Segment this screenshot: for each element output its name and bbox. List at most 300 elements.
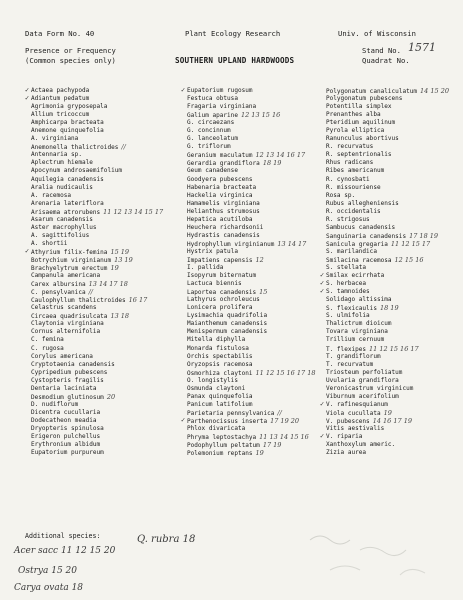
species-row — [326, 312, 449, 320]
species-row — [326, 176, 449, 184]
species-row — [31, 272, 163, 280]
species-name: A. shortii — [31, 239, 68, 247]
species-row — [31, 127, 163, 135]
species-row — [187, 264, 316, 272]
species-name: S. ulmifolia — [326, 312, 370, 320]
species-name: Cystopteris fragilis — [31, 376, 104, 384]
species-name: Athyrium filix-femina — [31, 248, 108, 256]
species-name: Hystrix patula — [187, 247, 238, 255]
species-name: A. sagittifolius — [31, 231, 90, 239]
species-row — [31, 449, 163, 457]
species-row — [31, 208, 163, 216]
species-name: Panax quinquefolia — [187, 392, 253, 400]
checkmark-icon: ✓ — [320, 432, 325, 441]
species-row — [187, 184, 316, 192]
species-name: Adiantum pedatum — [31, 95, 90, 103]
species-row — [326, 385, 449, 393]
species-name: Hackelia virginica — [187, 191, 253, 199]
species-row — [326, 336, 449, 344]
quadrat-label: Quadrat No. — [362, 56, 410, 65]
handwritten-note: 11 12 15 16 17 — [369, 344, 419, 353]
species-row — [326, 328, 449, 336]
species-row — [31, 328, 163, 336]
handwritten-note: // — [88, 288, 93, 297]
species-row — [187, 103, 316, 111]
species-name: V. riparia — [326, 433, 363, 441]
species-name: Polygonatum canaliculatum — [326, 88, 418, 95]
species-row — [326, 143, 449, 151]
species-row — [187, 232, 316, 240]
species-row — [187, 441, 316, 449]
species-name: Lactuca biennis — [187, 280, 242, 288]
species-name: G. triflorum — [187, 143, 231, 151]
species-name: Gerardia grandiflora — [187, 160, 260, 168]
species-row — [320, 271, 449, 280]
checkmark-icon: ✓ — [181, 86, 186, 94]
species-name: S. stellata — [326, 264, 367, 272]
species-row — [326, 425, 449, 433]
species-row — [326, 192, 449, 200]
species-name: Hepatica acutiloba — [187, 215, 253, 223]
species-name: Agrimonia gryposepala — [31, 103, 108, 111]
species-name: Impatiens capensis — [187, 256, 253, 264]
species-name: S. tamnoides — [326, 288, 370, 296]
species-name: Cypripedium pubescens — [31, 368, 108, 376]
species-row — [187, 176, 316, 184]
species-row — [31, 192, 163, 200]
species-name: T. flexipes — [326, 345, 367, 353]
species-name: Circaea quadrisulcata — [31, 313, 108, 321]
species-name: R. strigosus — [326, 215, 370, 223]
handwritten-note: 11 12 15 16 17 18 — [255, 368, 316, 377]
species-row — [320, 279, 449, 288]
species-name: Sanicula gregaria — [326, 240, 388, 248]
species-row — [31, 143, 163, 151]
species-row — [31, 361, 163, 369]
species-row — [31, 264, 163, 272]
species-row — [31, 336, 163, 344]
species-row — [31, 184, 163, 192]
species-row — [326, 119, 449, 127]
species-row — [31, 353, 163, 361]
species-row — [31, 425, 163, 433]
species-name: Heuchera richardsonii — [187, 223, 264, 231]
handwritten-note: 19 — [255, 449, 264, 458]
species-name: Arenaria lateriflora — [31, 199, 104, 207]
species-name: C. femina — [31, 336, 64, 344]
species-name: Dentaria laciniata — [31, 384, 97, 392]
species-name: O. longistylis — [187, 376, 238, 384]
species-name: Smilacina racemosa — [326, 256, 392, 264]
species-row — [326, 184, 449, 192]
species-name: R. cynosbati — [326, 175, 370, 183]
species-row — [326, 248, 449, 256]
species-name: D. nudiflorum — [31, 400, 79, 408]
handwritten-note: 15 — [259, 288, 268, 297]
species-name: Veronicastrum virginicum — [326, 384, 414, 392]
species-row — [326, 167, 449, 175]
species-name: Orchis spectabilis — [187, 352, 253, 360]
species-name: Polygonatum pubescens — [326, 95, 403, 103]
species-row — [31, 176, 163, 184]
species-row — [31, 401, 163, 409]
species-name: Aquilegia canadensis — [31, 175, 104, 183]
species-name: Zizia aurea — [326, 449, 367, 457]
species-row — [326, 353, 449, 361]
species-name: R. occidentalis — [326, 207, 381, 215]
species-row — [326, 449, 449, 457]
species-name: Oryzopsis racemosa — [187, 360, 253, 368]
species-row — [187, 248, 316, 256]
species-row — [326, 393, 449, 401]
species-name: Eupatorium rugosum — [187, 87, 253, 94]
checkmark-icon: ✓ — [320, 279, 325, 288]
species-row — [31, 320, 163, 328]
species-name: A. racemosa — [31, 191, 72, 199]
species-name: Fragaria virginiana — [187, 103, 257, 111]
species-row — [25, 94, 163, 103]
species-row — [31, 304, 163, 312]
species-row — [31, 393, 163, 401]
species-name: Maianthemum canadensis — [187, 320, 268, 328]
handwritten-note: 14 16 17 19 — [372, 416, 412, 425]
species-row — [187, 200, 316, 208]
species-row — [187, 401, 316, 409]
species-name: Erythronium albidum — [31, 441, 101, 449]
species-row — [326, 361, 449, 369]
species-row — [326, 296, 449, 304]
species-name: Amphicarpa bracteata — [31, 119, 104, 127]
species-row — [187, 280, 316, 288]
species-name: Lathyrus ochroleucus — [187, 296, 260, 304]
handwritten-note: 13 14 17 18 — [88, 280, 128, 289]
checkmark-icon: ✓ — [25, 246, 30, 255]
species-row — [326, 256, 449, 264]
species-name: Podophyllum peltatum — [187, 442, 260, 450]
species-row — [181, 86, 316, 95]
species-name: Rhus radicans — [326, 159, 374, 167]
species-row — [31, 409, 163, 417]
species-row — [31, 111, 163, 119]
handwritten-note: // — [277, 408, 282, 417]
species-row — [326, 345, 449, 353]
species-name: Lonicera prolifera — [187, 304, 253, 312]
species-row — [31, 377, 163, 385]
species-name: Panicum latifolium — [187, 400, 253, 408]
species-name: Menispermum canadensis — [187, 328, 268, 336]
handwritten-note: 11 12 13 14 15 17 — [103, 207, 164, 216]
species-name: R. recurvatus — [326, 143, 374, 151]
species-name: A. virginiana — [31, 135, 79, 143]
species-name: Festuca obtusa — [187, 95, 238, 103]
checkmark-icon: ✓ — [320, 271, 325, 280]
species-row — [326, 87, 449, 95]
handwritten-note: // — [121, 143, 126, 152]
species-row — [187, 143, 316, 151]
species-name: Thalictrum dioicum — [326, 320, 392, 328]
handwritten-note: 12 — [255, 255, 264, 264]
species-row — [25, 246, 163, 256]
species-row — [31, 216, 163, 224]
species-row — [187, 361, 316, 369]
species-row — [187, 208, 316, 216]
species-name: Goodyera pubescens — [187, 175, 253, 183]
species-name: Anemone quinquefolia — [31, 127, 104, 135]
species-row — [187, 328, 316, 336]
handwritten-note: 19 — [383, 408, 392, 417]
species-row — [31, 369, 163, 377]
handwritten-note: 16 17 — [128, 296, 148, 305]
species-name: Pyrola elliptica — [326, 127, 385, 135]
species-column-2 — [181, 86, 316, 458]
species-name: Habenaria bracteata — [187, 183, 257, 191]
species-row — [326, 111, 449, 119]
species-row — [187, 312, 316, 320]
species-name: Asarum canadensis — [31, 215, 93, 223]
species-row — [326, 441, 449, 449]
species-column-3 — [320, 87, 449, 457]
species-row — [181, 415, 316, 425]
species-name: Caulophyllum thalictroides — [31, 297, 126, 305]
species-row — [187, 272, 316, 280]
species-row — [31, 280, 163, 288]
species-name: S. herbacea — [326, 280, 367, 288]
species-name: Sambucus canadensis — [326, 223, 396, 231]
species-row — [31, 103, 163, 111]
species-name: Botrychium virginianum — [31, 256, 112, 264]
species-name: Dodecatheon meadia — [31, 416, 97, 424]
handwritten-note: 18 19 — [379, 304, 399, 313]
handwritten-note: 12 13 15 16 — [240, 111, 281, 120]
species-name: Galium aparine — [187, 112, 238, 120]
species-name: Carex albursina — [31, 281, 86, 289]
additional-entry-4: Carya ovata 18 — [14, 583, 84, 593]
species-name: Dicentra cucullaria — [31, 408, 101, 416]
community-title: SOUTHERN UPLAND HARDWOODS — [175, 56, 295, 65]
species-name: R. missouriense — [326, 183, 381, 191]
species-name: Campanula americana — [31, 272, 101, 280]
species-row — [187, 336, 316, 344]
species-name: Viola cucullata — [326, 409, 381, 417]
stand-label: Stand No. — [362, 46, 401, 55]
handwritten-note: 19 — [110, 264, 119, 273]
species-row — [320, 432, 449, 441]
species-row — [187, 127, 316, 135]
species-row — [320, 399, 449, 409]
species-name: Phlox divaricata — [187, 424, 246, 432]
species-row — [326, 224, 449, 232]
species-name: Aplectrum hiemale — [31, 159, 93, 167]
species-row — [326, 232, 449, 240]
species-name: Pteridium aquilinum — [326, 119, 396, 127]
species-row — [31, 296, 163, 304]
species-name: Helianthus strumosus — [187, 207, 260, 215]
species-name: Monarda fistulosa — [187, 344, 249, 352]
handwritten-note: 14 15 20 — [420, 87, 449, 95]
species-name: Antennaria sp. — [31, 151, 82, 159]
species-name: Brachyelytrum erectum — [31, 265, 108, 273]
species-name: Rubus allegheniensis — [326, 199, 399, 207]
species-name: Prenanthes alba — [326, 111, 381, 119]
species-name: Trillium cernuum — [326, 336, 385, 344]
species-row — [31, 345, 163, 353]
species-name: Cornus alternifolia — [31, 328, 101, 336]
species-row — [187, 256, 316, 264]
species-row — [187, 296, 316, 304]
species-name: S. flexicaulis — [326, 305, 377, 313]
handwritten-note: 11 13 14 15 16 — [259, 433, 309, 442]
species-row — [31, 232, 163, 240]
species-name: Erigeron pulchellus — [31, 433, 101, 441]
species-name: Rosa sp. — [326, 191, 356, 199]
species-row — [187, 377, 316, 385]
species-row — [31, 417, 163, 425]
species-row — [31, 151, 163, 159]
species-row — [326, 103, 449, 111]
species-name: Mitella diphylla — [187, 336, 246, 344]
species-row — [187, 433, 316, 441]
species-row — [31, 159, 163, 167]
species-row — [326, 159, 449, 167]
species-row — [31, 240, 163, 248]
species-row — [187, 224, 316, 232]
handwritten-note: 13 14 17 — [277, 239, 307, 248]
species-row — [187, 240, 316, 248]
species-name: T. recurvatum — [326, 360, 374, 368]
species-row — [187, 385, 316, 393]
species-row — [31, 200, 163, 208]
species-name: G. lanceolatum — [187, 135, 238, 143]
species-row — [326, 135, 449, 143]
checkmark-icon: ✓ — [181, 415, 186, 424]
species-row — [326, 240, 449, 248]
checkmark-icon: ✓ — [320, 287, 325, 296]
species-row — [187, 369, 316, 377]
species-name: Potentilla simplex — [326, 103, 392, 111]
checkmark-icon: ✓ — [25, 86, 30, 94]
species-name: G. circaezans — [187, 119, 235, 127]
species-row — [187, 393, 316, 401]
species-name: Uvularia grandiflora — [326, 376, 399, 384]
species-name: Aralia nudicaulis — [31, 183, 93, 191]
species-row — [326, 417, 449, 425]
species-name: V. rafinesquianum — [326, 400, 388, 408]
species-row — [31, 288, 163, 296]
species-name: I. pallida — [187, 264, 224, 272]
species-name: T. grandiflorum — [326, 352, 381, 360]
species-name: S. marilandica — [326, 247, 377, 255]
species-name: V. pubescens — [326, 417, 370, 425]
species-row — [187, 192, 316, 200]
species-row — [187, 151, 316, 159]
additional-entry-3: Ostrya 15 20 — [18, 566, 77, 576]
species-row — [31, 135, 163, 143]
additional-species-label: Additional species: — [25, 532, 101, 540]
species-row — [31, 224, 163, 232]
species-row — [25, 86, 163, 95]
species-row — [326, 216, 449, 224]
species-row — [31, 167, 163, 175]
additional-entry-2: Acer sacc 11 12 15 20 — [14, 546, 116, 556]
handwritten-note: 13 19 — [114, 255, 133, 264]
species-row — [31, 119, 163, 127]
species-row — [326, 264, 449, 272]
species-row — [187, 119, 316, 127]
species-name: Triosteum perfoliatum — [326, 368, 403, 376]
species-name: Hydrastis canadensis — [187, 231, 260, 239]
species-row — [326, 320, 449, 328]
species-name: Cryptotaenia canadensis — [31, 360, 115, 368]
species-name: Osmunda claytoni — [187, 384, 246, 392]
species-row — [187, 216, 316, 224]
species-row — [187, 95, 316, 103]
species-row — [187, 449, 316, 457]
species-row — [187, 345, 316, 353]
species-name: Dryopteris spinulosa — [31, 424, 104, 432]
species-name: Tovara virginiana — [326, 328, 388, 336]
species-name: Corylus americana — [31, 352, 93, 360]
checkmark-icon: ✓ — [25, 94, 30, 103]
species-name: Aster macrophyllus — [31, 223, 97, 231]
species-row — [187, 320, 316, 328]
presence-label: Presence or Frequency — [25, 46, 116, 55]
species-name: Geum canadense — [187, 167, 238, 175]
species-name: Ranunculus abortivus — [326, 135, 399, 143]
species-row — [187, 167, 316, 175]
species-name: Osmorhiza claytoni — [187, 369, 253, 377]
species-name: Xanthoxylum americ. — [326, 441, 396, 449]
university: Univ. of Wisconsin — [338, 29, 416, 38]
species-row — [187, 159, 316, 167]
handwritten-note: 20 — [106, 392, 116, 401]
species-name: Anemonella thalictroides — [31, 144, 119, 152]
species-row — [326, 369, 449, 377]
org-name: Plant Ecology Research — [185, 29, 281, 38]
species-name: C. rugosa — [31, 344, 64, 352]
species-name: Phryma leptostachya — [187, 434, 257, 442]
species-name: Arisaema atrorubens — [31, 208, 101, 216]
species-name: Laportea canadensis — [187, 289, 257, 297]
bleed-through-marks — [300, 520, 450, 590]
species-row — [326, 200, 449, 208]
species-name: Geranium maculatum — [187, 152, 253, 160]
species-name: Vitis aestivalis — [326, 424, 385, 432]
species-name: G. concinnum — [187, 127, 231, 135]
species-column-1 — [25, 86, 164, 457]
handwritten-note: 12 13 14 16 17 — [255, 151, 306, 160]
species-name: Parietaria pennsylvanica — [187, 409, 275, 417]
species-name: Hamamelis virginiana — [187, 199, 260, 207]
species-row — [326, 409, 449, 417]
species-row — [326, 151, 449, 159]
handwritten-note: 17 18 19 — [409, 231, 439, 240]
handwritten-note: 15 19 — [110, 247, 130, 256]
handwritten-note: 17 19 20 — [270, 416, 300, 425]
species-name: Eupatorium purpureum — [31, 449, 104, 457]
handwritten-note: 18 19 — [262, 159, 282, 168]
checkmark-icon: ✓ — [320, 399, 325, 408]
species-row — [320, 287, 449, 296]
species-row — [187, 353, 316, 361]
additional-entry-1: Q. rubra 18 — [137, 534, 196, 545]
species-row — [31, 312, 163, 320]
species-row — [31, 256, 163, 264]
species-name: Celastrus scandens — [31, 304, 97, 312]
stand-value: 1571 — [408, 41, 436, 54]
species-name: Ribes americanum — [326, 167, 385, 175]
handwritten-note: 12 15 16 — [394, 255, 424, 264]
species-name: Viburnum acerifolium — [326, 392, 399, 400]
